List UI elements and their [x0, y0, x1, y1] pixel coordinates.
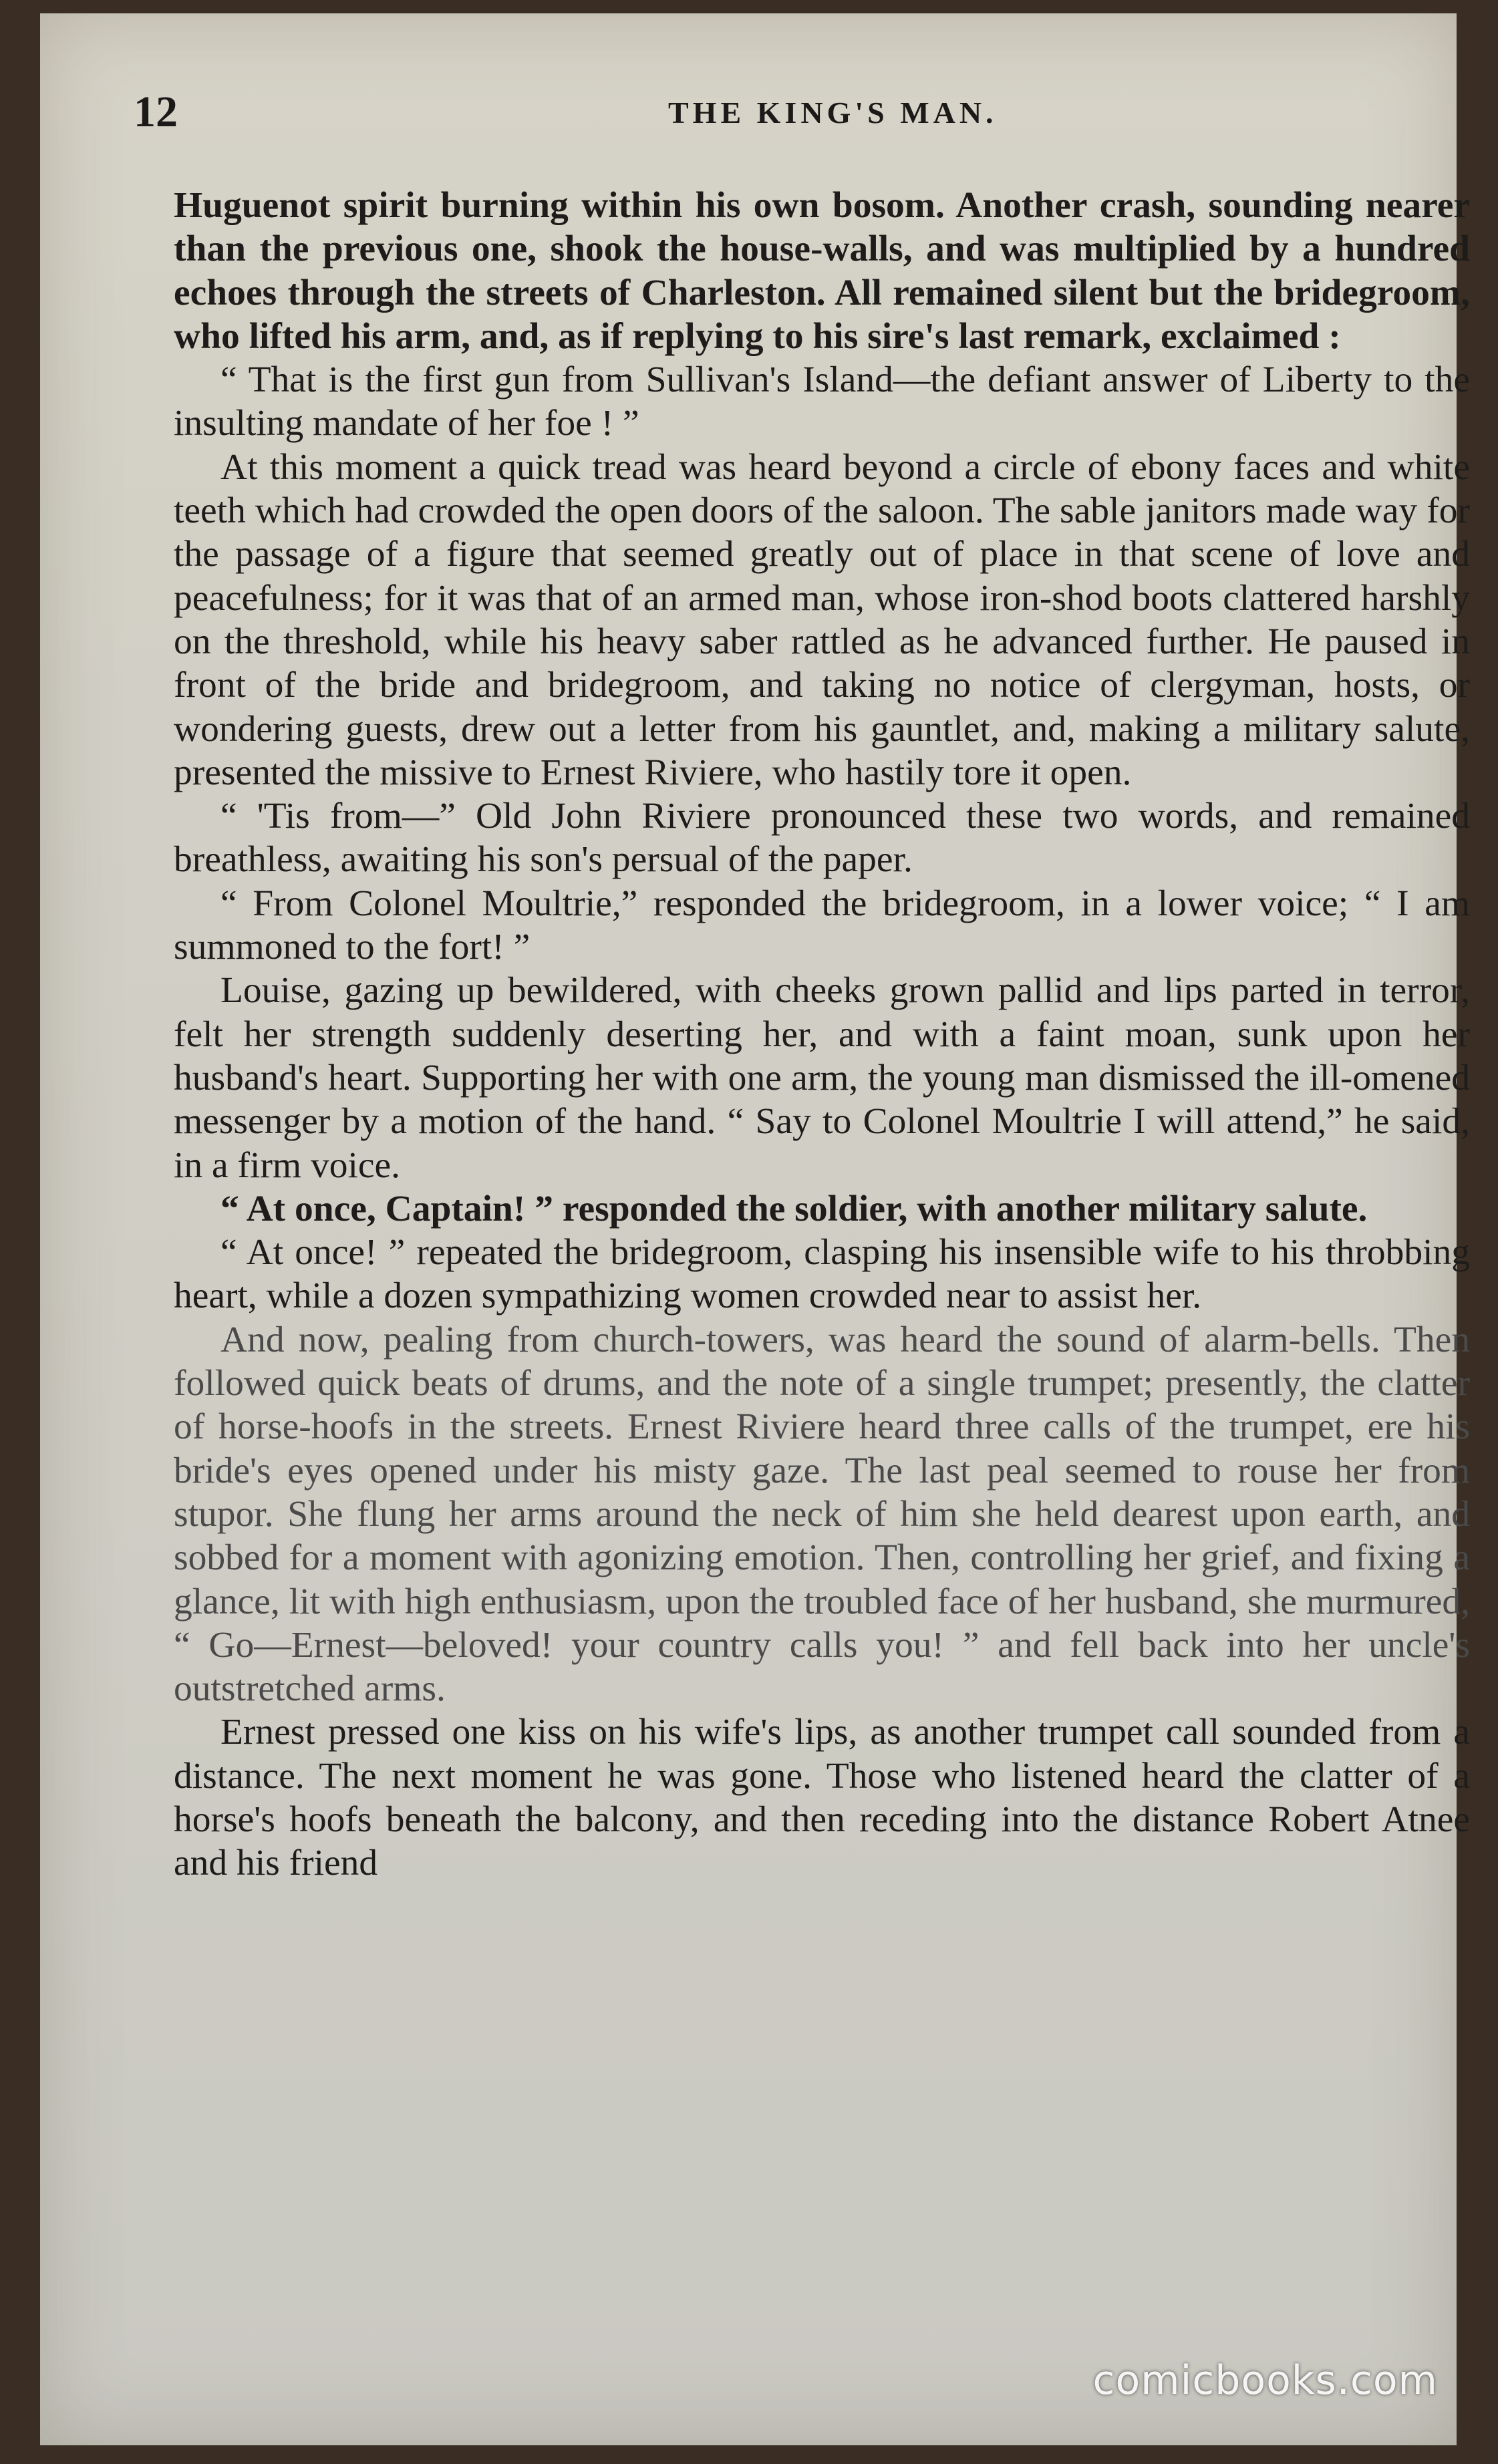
body-text [174, 184, 1470, 1885]
paragraph: “ That is the first gun from Sullivan's Island—the defiant answer of Liberty to the insulting mandate of her foe ! ” [174, 359, 1470, 444]
page-header [134, 87, 1470, 147]
watermark: comicbooks.com [1092, 2357, 1438, 2404]
paragraph: “ 'Tis from—” Old John Riviere pronounced these two words, and remained breathless, awaiting his son's persual of the paper. [174, 796, 1470, 881]
paragraph: “ At once! ” repeated the bridegroom, clasping his insensible wife to his throbbing heart, while a dozen sympathizing women crowded near to assist her. [174, 1232, 1470, 1317]
paragraph: And now, pealing from church-towers, was heard the sound of alarm-bells. Then followed quick beats of drums, and the note of a single trumpet; presently, the clatter of horse-hoofs in the streets. Ernest Riviere heard three calls of the trumpet, ere his bride's eyes opened under his misty gaze. The last peal seemed to rouse her from stupor. She flung her arms around the neck of him she held dearest upon earth, and sobbed for a moment with agonizing emotion. Then, controlling her grief, and fixing a glance, lit with high enthusiasm, upon the troubled face of her husband, she murmured, “ Go—Ernest—beloved! your country calls you! ” and fell back into her uncle's outstretched arms. [174, 1319, 1470, 1710]
paragraph: “ From Colonel Moultrie,” responded the bridegroom, in a lower voice; “ I am summoned to the fort! ” [174, 883, 1470, 968]
paragraph: At this moment a quick tread was heard beyond a circle of ebony faces and white teeth which had crowded the open doors of the saloon. The sable janitors made way for the passage of a figure that seemed greatly out of place in that scene of love and peacefulness; for it was that of an armed man, whose iron-shod boots clattered harshly on the threshold, while his heavy saber rattled as he advanced further. He paused in front of the bride and bridegroom, and taking no notice of clergyman, hosts, or wondering guests, drew out a letter from his gauntlet, and, making a military salute, presented the missive to Ernest Riviere, who hastily tore it open. [174, 446, 1470, 793]
paragraph: Ernest pressed one kiss on his wife's lips, as another trumpet call sounded from a distance. The next moment he was gone. Those who listened heard the clatter of a horse's hoofs beneath the balcony, and then receding into the distance Robert Atnee and his friend [174, 1712, 1470, 1884]
book-page [40, 13, 1470, 2445]
bleed-through-text [976, 2278, 1443, 2318]
running-head: THE KING'S MAN. [668, 96, 998, 130]
paragraph: Huguenot spirit burning within his own bosom. Another crash, sounding nearer than the previous one, shook the house-walls, and was multiplied by a hundred echoes through the streets of Charleston. All remained silent but the bridegroom, who lifted his arm, and, as if replying to his sire's last remark, exclaimed : [174, 185, 1470, 357]
page-number: 12 [134, 88, 178, 136]
paragraph: “ At once, Captain! ” responded the soldier, with another military salute. [220, 1188, 1368, 1229]
paragraph: Louise, gazing up bewildered, with cheeks grown pallid and lips parted in terror, felt her strength suddenly deserting her, and with a faint moan, sunk upon her husband's heart. Supporting her with one arm, the young man dismissed the ill-omened messenger by a motion of the hand. “ Say to Colonel Moultrie I will attend,” he said, in a firm voice. [174, 970, 1470, 1186]
